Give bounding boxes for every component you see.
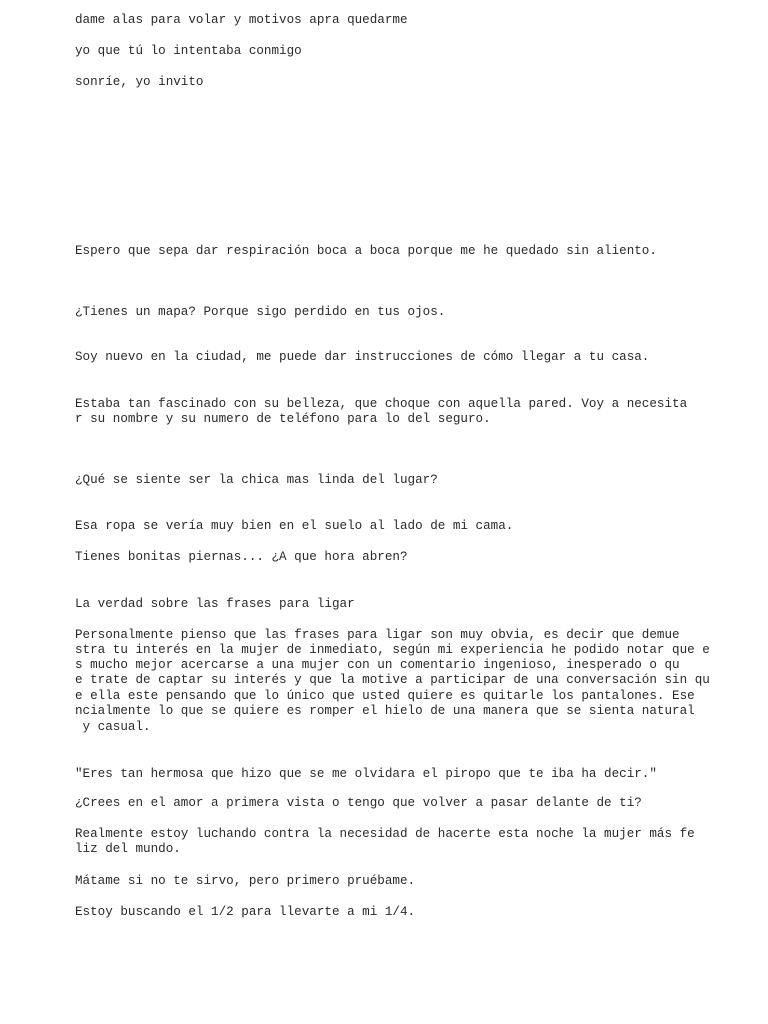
- text-line: Realmente estoy luchando contra la necesidad de hacerte esta noche la mujer más fe: [75, 827, 695, 841]
- paragraph-line: e ella este pensando que lo único que usted quiere es quitarle los pantalones. Ese: [75, 689, 695, 703]
- text-line: Mátame si no te sirvo, pero primero pruébame.: [75, 874, 416, 888]
- paragraph-line: e trate de captar su interés y que la motive a participar de una conversación sin qu: [75, 673, 710, 687]
- text-line: Soy nuevo en la ciudad, me puede dar instrucciones de cómo llegar a tu casa.: [75, 350, 650, 364]
- text-line: Esa ropa se vería muy bien en el suelo al lado de mi cama.: [75, 519, 514, 533]
- text-line: ¿Crees en el amor a primera vista o tengo que volver a pasar delante de ti?: [75, 796, 642, 810]
- text-line: Espero que sepa dar respiración boca a boca porque me he quedado sin aliento.: [75, 244, 657, 258]
- text-line: ¿Qué se siente ser la chica mas linda del lugar?: [75, 473, 438, 487]
- text-line: Estoy buscando el 1/2 para llevarte a mi 1/4.: [75, 905, 416, 919]
- paragraph-line: s mucho mejor acercarse a una mujer con un comentario ingenioso, inesperado o qu: [75, 658, 680, 672]
- text-line: dame alas para volar y motivos apra quedarme: [75, 13, 408, 27]
- section-heading: La verdad sobre las frases para ligar: [75, 597, 355, 611]
- text-line: sonríe, yo invito: [75, 75, 204, 89]
- paragraph-line: ncialmente lo que se quiere es romper el hielo de una manera que se sienta natural: [75, 704, 695, 718]
- text-line: r su nombre y su numero de teléfono para lo del seguro.: [75, 412, 491, 426]
- text-line: liz del mundo.: [75, 842, 181, 856]
- paragraph-line: Personalmente pienso que las frases para ligar son muy obvia, es decir que demue: [75, 628, 680, 642]
- text-line: yo que tú lo intentaba conmigo: [75, 44, 302, 58]
- text-line: ¿Tienes un mapa? Porque sigo perdido en tus ojos.: [75, 305, 446, 319]
- paragraph-line: stra tu interés en la mujer de inmediato, según mi experiencia he podido notar que e: [75, 643, 710, 657]
- text-line: "Eres tan hermosa que hizo que se me olvidara el piropo que te iba ha decir.": [75, 767, 657, 781]
- paragraph-line: y casual.: [75, 720, 151, 734]
- text-line: Tienes bonitas piernas... ¿A que hora abren?: [75, 550, 408, 564]
- text-line: Estaba tan fascinado con su belleza, que choque con aquella pared. Voy a necesita: [75, 397, 688, 411]
